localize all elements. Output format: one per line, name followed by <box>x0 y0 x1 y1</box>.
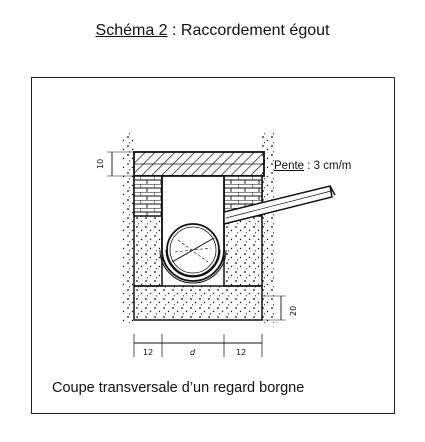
title-text: Raccordement égout <box>180 22 330 39</box>
slope-label-word: Pente <box>274 160 305 172</box>
dim-label-right-wall: 12 <box>236 348 247 357</box>
dim-label-left-wall: 12 <box>143 348 154 357</box>
slope-value: : 3 cm/m <box>304 160 352 172</box>
slope-label <box>274 160 351 172</box>
base-slab <box>134 286 262 320</box>
left-wall-brick <box>134 176 162 216</box>
figure-caption: Coupe transversale d’un regard borgne <box>52 380 305 396</box>
pipe-section <box>167 224 219 276</box>
dim-label-bottom: 20 <box>289 305 298 316</box>
schema-number: Schéma 2 <box>95 22 168 39</box>
cover-slab <box>134 152 264 176</box>
dim-label-top: 10 <box>96 158 105 169</box>
title-separator: : <box>167 22 181 39</box>
dim-label-inner: d <box>190 348 196 357</box>
